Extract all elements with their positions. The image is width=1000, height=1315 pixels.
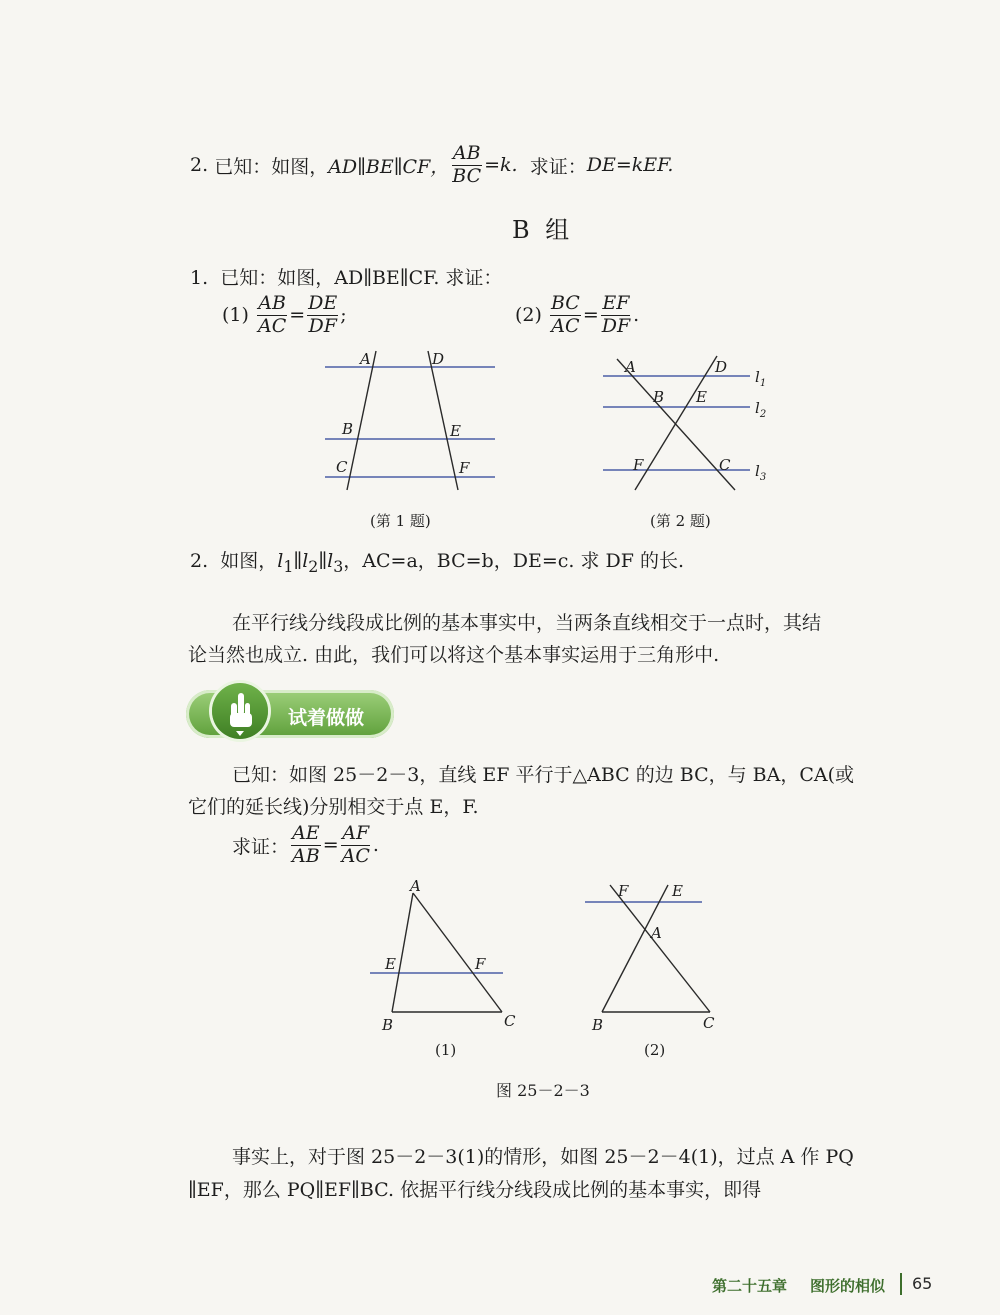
subfigure-caption: (1)	[435, 1041, 457, 1059]
b-item1-part1: (1) $\frac{AB}{AC}$ = $\frac{DE}{DF}$ ;	[222, 292, 347, 337]
fraction-ae-ab	[291, 824, 321, 867]
point-label-c: C	[703, 1014, 715, 1032]
subfigure-caption: (2)	[644, 1041, 666, 1059]
part-label: (2)	[515, 304, 542, 327]
prove-label: 求证：	[529, 155, 587, 178]
try-it-label: 试着做做	[288, 707, 365, 729]
fraction-numerator: AF	[342, 822, 370, 844]
figure-caption: (第 2 题)	[650, 512, 711, 530]
point-label-f: F	[459, 459, 470, 477]
point-label-d: D	[715, 358, 728, 376]
fraction-denominator: AB	[292, 844, 320, 867]
fraction-de-df	[307, 294, 338, 337]
paragraph-line: 在平行线分线段成比例的基本事实中，当两条直线相交于一点时，其结	[232, 612, 822, 634]
fraction-numerator: AB	[258, 292, 286, 314]
fraction-numerator: DE	[308, 292, 338, 314]
prove-label: 求证：	[232, 835, 290, 858]
fraction-af-ac	[341, 824, 371, 867]
fraction-denominator: DF	[308, 314, 337, 337]
paragraph-line: 论当然也成立. 由此，我们可以将这个基本事实运用于三角形中.	[188, 644, 720, 666]
ratio-value: =k.	[484, 154, 518, 177]
fraction-numerator: AE	[292, 822, 320, 844]
part-end: .	[633, 304, 640, 327]
fraction-denominator: AC	[551, 314, 580, 337]
fraction-ab-bc	[451, 144, 482, 187]
b-group-item-2: 2. 如图，$l_1\parallel l_2\parallel l_3$，AC=a，BC=b，DE=c. 求 DF 的长.	[190, 550, 685, 576]
problem-prove: 求证： $\frac{AE}{AB}$ = $\frac{AF}{AC}$ .	[232, 822, 379, 867]
point-label-b: B	[382, 1016, 394, 1034]
fraction-denominator: AC	[257, 314, 287, 337]
point-label-a: A	[410, 877, 421, 895]
footer-divider	[900, 1273, 902, 1295]
figure-caption: (第 1 题)	[370, 512, 431, 530]
figure-25-2-3-part-2	[580, 875, 730, 1065]
parallel-statement: AD∥BE∥CF，	[328, 155, 450, 178]
point-label-e: E	[672, 882, 683, 900]
fraction-ef-df	[601, 294, 631, 337]
fraction-numerator: AB	[452, 142, 481, 164]
fraction-denominator: AC	[341, 844, 370, 867]
item-number: 2.	[190, 154, 209, 177]
point-label-b: B	[653, 388, 665, 406]
point-label-c: C	[504, 1012, 516, 1030]
side-ab	[392, 893, 413, 1012]
item-number: 2.	[190, 550, 209, 572]
fraction-ab-ac	[257, 294, 287, 337]
fraction-numerator: EF	[602, 292, 630, 314]
fraction-denominator: DF	[601, 314, 631, 337]
point-label-f: F	[618, 882, 629, 900]
line-c-to-f	[610, 885, 710, 1012]
item-text: 如图，	[220, 550, 278, 572]
point-label-b: B	[592, 1016, 604, 1034]
point-label-a: A	[360, 350, 371, 368]
a-group-item-2	[190, 144, 673, 187]
point-label-f: F	[475, 955, 486, 973]
figure-caption: 图 25－2－3	[496, 1081, 590, 1100]
side-ac	[413, 893, 502, 1012]
transversal-line	[428, 351, 458, 490]
line-label-l2: $l_2$	[755, 399, 767, 420]
problem-line: 它们的延长线)分别相交于点 E，F.	[188, 796, 479, 818]
b-group-item-1	[190, 263, 502, 290]
item-text: 已知：如图，AD∥BE∥CF. 求证：	[220, 267, 503, 289]
point-label-f: F	[633, 456, 644, 474]
point-label-b: B	[342, 420, 354, 438]
point-label-c: C	[719, 456, 731, 474]
point-label-a: A	[651, 924, 662, 942]
conclusion: DE=kEF.	[586, 154, 674, 177]
item-text: 已知：如图，	[214, 155, 329, 178]
hand-icon-circle	[212, 683, 268, 739]
fraction-bc-ac	[550, 294, 581, 337]
b-item1-part2: (2) $\frac{BC}{AC}$ = $\frac{EF}{DF}$ .	[515, 292, 640, 337]
part-end: ;	[340, 304, 347, 327]
point-label-e: E	[696, 388, 707, 406]
item-text-rest: ，AC=a，BC=b，DE=c. 求 DF 的长.	[343, 550, 685, 572]
prove-end: .	[372, 834, 379, 857]
fraction-denominator: BC	[452, 164, 482, 187]
point-label-d: D	[432, 350, 445, 368]
point-label-e: E	[385, 955, 396, 973]
point-label-a: A	[625, 358, 636, 376]
point-label-c: C	[336, 458, 348, 476]
paragraph-line: ∥EF，那么 PQ∥EF∥BC. 依据平行线分线段成比例的基本事实，即得	[188, 1179, 762, 1201]
figure-problem-1	[310, 345, 510, 535]
figure-problem-2	[595, 345, 780, 535]
paragraph-line: 事实上，对于图 25－2－3(1)的情形，如图 25－2－4(1)，过点 A 作 PQ	[232, 1146, 854, 1168]
point-label-e: E	[450, 422, 461, 440]
fraction-numerator: BC	[550, 292, 580, 314]
line-label-l1: $l_1$	[755, 368, 767, 389]
part-label: (1)	[222, 304, 249, 327]
footer-chapter: 第二十五章	[712, 1277, 788, 1295]
item-number: 1.	[190, 267, 209, 289]
hand-icon	[212, 683, 268, 739]
figure-25-2-3-part-1	[365, 875, 525, 1065]
line-label-l3: $l_3$	[755, 462, 767, 483]
page-number: 65	[912, 1274, 933, 1293]
line-b-to-e	[602, 885, 668, 1012]
footer-title: 图形的相似	[810, 1277, 886, 1295]
b-group-heading: B 组	[512, 216, 574, 244]
problem-line: 已知：如图 25－2－3，直线 EF 平行于△ABC 的边 BC，与 BA，CA(或	[232, 764, 855, 786]
